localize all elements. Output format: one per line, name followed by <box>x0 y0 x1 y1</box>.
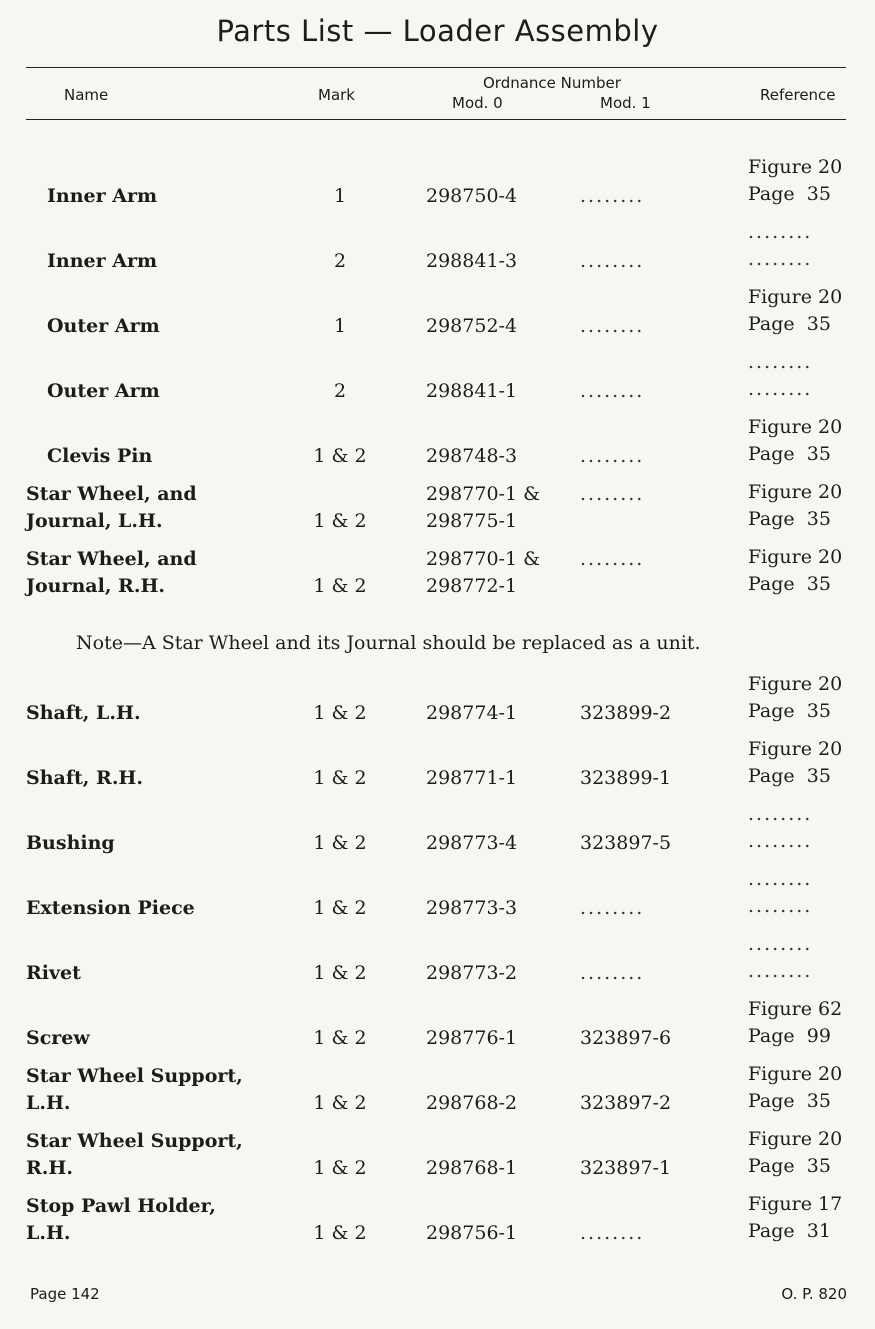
table-row <box>0 738 875 794</box>
reference-leader-dots: ........ <box>748 351 813 373</box>
reference-figure: Figure 20 <box>748 156 843 178</box>
table-row <box>0 1128 875 1184</box>
part-mark: 1 & 2 <box>313 1027 367 1049</box>
ordnance-mod1-leader-dots: ........ <box>580 483 645 505</box>
ordnance-mod0: 298750-4 <box>426 185 518 207</box>
table-row <box>0 673 875 729</box>
part-mark: 1 <box>333 185 347 207</box>
ordnance-mod1-leader-dots: ........ <box>580 445 645 467</box>
ordnance-mod0: 298773-3 <box>426 897 518 919</box>
ordnance-mod1-leader-dots: ........ <box>580 380 645 402</box>
reference-page: Page 35 <box>748 700 831 722</box>
table-row <box>0 286 875 342</box>
part-mark: 1 & 2 <box>313 832 367 854</box>
reference-page: Page 35 <box>748 1155 831 1177</box>
part-name: Rivet <box>26 962 81 984</box>
part-name: Shaft, R.H. <box>26 767 143 789</box>
table-row <box>0 351 875 407</box>
part-mark: 1 & 2 <box>313 1157 367 1179</box>
column-header-name: Name <box>64 86 109 104</box>
part-name: Stop Pawl Holder, <box>26 1195 216 1217</box>
part-name: L.H. <box>26 1092 71 1114</box>
part-mark: 1 & 2 <box>313 1222 367 1244</box>
ordnance-mod1-leader-dots: ........ <box>580 185 645 207</box>
reference-page: Page 35 <box>748 1090 831 1112</box>
ordnance-mod1-leader-dots: ........ <box>580 897 645 919</box>
part-mark: 2 <box>333 250 347 272</box>
column-header-ordnance: Ordnance Number <box>483 74 621 92</box>
reference-leader-dots: ........ <box>748 868 813 890</box>
table-row <box>0 803 875 859</box>
reference-cell <box>748 933 850 987</box>
page-number: Page 142 <box>30 1285 100 1303</box>
table-row <box>0 221 875 277</box>
reference-cell <box>748 1063 850 1117</box>
ordnance-mod0: 298841-3 <box>426 250 518 272</box>
reference-figure: Figure 17 <box>748 1193 843 1215</box>
reference-leader-dots: ........ <box>748 221 813 243</box>
part-mark: 1 & 2 <box>313 1092 367 1114</box>
reference-page: Page 35 <box>748 508 831 530</box>
part-name: Clevis Pin <box>47 445 153 467</box>
reference-leader-dots: ........ <box>748 248 813 270</box>
part-mark: 1 & 2 <box>313 575 367 597</box>
part-mark: 2 <box>333 380 347 402</box>
ordnance-mod0: 298841-1 <box>426 380 518 402</box>
reference-leader-dots: ........ <box>748 933 813 955</box>
ordnance-mod1: 323899-2 <box>580 702 672 724</box>
ordnance-mod1-leader-dots: ........ <box>580 250 645 272</box>
reference-cell <box>748 673 850 727</box>
column-header-mod0: Mod. 0 <box>452 94 503 112</box>
reference-page: Page 35 <box>748 313 831 335</box>
ordnance-mod0: 298771-1 <box>426 767 518 789</box>
page-title: Parts List — Loader Assembly <box>216 14 659 48</box>
ordnance-mod1-leader-dots: ........ <box>580 548 645 570</box>
part-mark: 1 & 2 <box>313 702 367 724</box>
ordnance-mod0: 298773-4 <box>426 832 518 854</box>
part-mark: 1 & 2 <box>313 510 367 532</box>
reference-cell <box>748 416 850 470</box>
reference-cell <box>748 868 850 922</box>
ordnance-mod0: 298768-1 <box>426 1157 518 1179</box>
ordnance-mod1: 323897-2 <box>580 1092 672 1114</box>
part-name: R.H. <box>26 1157 73 1179</box>
reference-page: Page 31 <box>748 1220 831 1242</box>
reference-cell <box>748 546 850 600</box>
table-row <box>0 156 875 212</box>
part-name: Outer Arm <box>47 315 160 337</box>
column-header-mod1: Mod. 1 <box>600 94 651 112</box>
reference-cell <box>748 998 850 1052</box>
reference-figure: Figure 20 <box>748 286 843 308</box>
ordnance-mod1-leader-dots: ........ <box>580 1222 645 1244</box>
reference-leader-dots: ........ <box>748 830 813 852</box>
reference-cell <box>748 156 850 210</box>
ordnance-mod1: 323897-6 <box>580 1027 672 1049</box>
reference-figure: Figure 20 <box>748 1128 843 1150</box>
part-name: Inner Arm <box>47 185 158 207</box>
part-name: Star Wheel, and <box>26 548 197 570</box>
reference-page: Page 99 <box>748 1025 831 1047</box>
ordnance-mod1: 323899-1 <box>580 767 672 789</box>
reference-figure: Figure 20 <box>748 738 843 760</box>
reference-figure: Figure 20 <box>748 673 843 695</box>
reference-leader-dots: ........ <box>748 378 813 400</box>
part-name: Screw <box>26 1027 90 1049</box>
reference-leader-dots: ........ <box>748 895 813 917</box>
reference-cell <box>748 481 850 535</box>
ordnance-mod0: 298748-3 <box>426 445 518 467</box>
table-row <box>0 933 875 989</box>
reference-figure: Figure 62 <box>748 998 843 1020</box>
publication-number: O. P. 820 <box>781 1285 847 1303</box>
ordnance-mod0: 298768-2 <box>426 1092 518 1114</box>
table-row <box>0 481 875 537</box>
reference-page: Page 35 <box>748 443 831 465</box>
ordnance-mod1: 323897-5 <box>580 832 672 854</box>
part-mark: 1 & 2 <box>313 767 367 789</box>
ordnance-mod0: 298770-1 & <box>426 483 540 505</box>
reference-cell <box>748 1193 850 1247</box>
reference-cell <box>748 803 850 857</box>
table-row <box>0 1063 875 1119</box>
table-row <box>0 998 875 1054</box>
reference-page: Page 35 <box>748 183 831 205</box>
part-mark: 1 & 2 <box>313 962 367 984</box>
part-name: Inner Arm <box>47 250 158 272</box>
ordnance-mod0: 298770-1 & <box>426 548 540 570</box>
reference-cell <box>748 1128 850 1182</box>
reference-figure: Figure 20 <box>748 1063 843 1085</box>
reference-cell <box>748 221 850 275</box>
reference-leader-dots: ........ <box>748 960 813 982</box>
ordnance-mod0: 298776-1 <box>426 1027 518 1049</box>
reference-leader-dots: ........ <box>748 803 813 825</box>
part-name: Star Wheel Support, <box>26 1130 243 1152</box>
reference-page: Page 35 <box>748 765 831 787</box>
part-name: Journal, R.H. <box>26 575 166 597</box>
table-row <box>0 1193 875 1249</box>
ordnance-mod1-leader-dots: ........ <box>580 315 645 337</box>
reference-cell <box>748 286 850 340</box>
part-name: Extension Piece <box>26 897 195 919</box>
reference-cell <box>748 738 850 792</box>
part-name: Shaft, L.H. <box>26 702 141 724</box>
column-header-reference: Reference <box>760 86 836 104</box>
part-name: Star Wheel, and <box>26 483 197 505</box>
column-header-mark: Mark <box>318 86 355 104</box>
ordnance-mod0: 298773-2 <box>426 962 518 984</box>
part-mark: 1 <box>333 315 347 337</box>
part-mark: 1 & 2 <box>313 897 367 919</box>
part-name: Star Wheel Support, <box>26 1065 243 1087</box>
ordnance-mod1: 323897-1 <box>580 1157 672 1179</box>
ordnance-mod0: 298774-1 <box>426 702 518 724</box>
reference-cell <box>748 351 850 405</box>
ordnance-mod0: 298752-4 <box>426 315 518 337</box>
table-row <box>0 546 875 602</box>
ordnance-mod1-leader-dots: ........ <box>580 962 645 984</box>
reference-page: Page 35 <box>748 573 831 595</box>
ordnance-mod0: 298772-1 <box>426 575 518 597</box>
part-name: Bushing <box>26 832 115 854</box>
part-mark: 1 & 2 <box>313 445 367 467</box>
reference-figure: Figure 20 <box>748 481 843 503</box>
part-name: Journal, L.H. <box>26 510 163 532</box>
ordnance-mod0: 298775-1 <box>426 510 518 532</box>
table-row <box>0 416 875 472</box>
table-row <box>0 868 875 924</box>
ordnance-mod0: 298756-1 <box>426 1222 518 1244</box>
replacement-note: Note—A Star Wheel and its Journal should be replaced as a unit. <box>76 632 701 654</box>
part-name: L.H. <box>26 1222 71 1244</box>
part-name: Outer Arm <box>47 380 160 402</box>
reference-figure: Figure 20 <box>748 546 843 568</box>
reference-figure: Figure 20 <box>748 416 843 438</box>
